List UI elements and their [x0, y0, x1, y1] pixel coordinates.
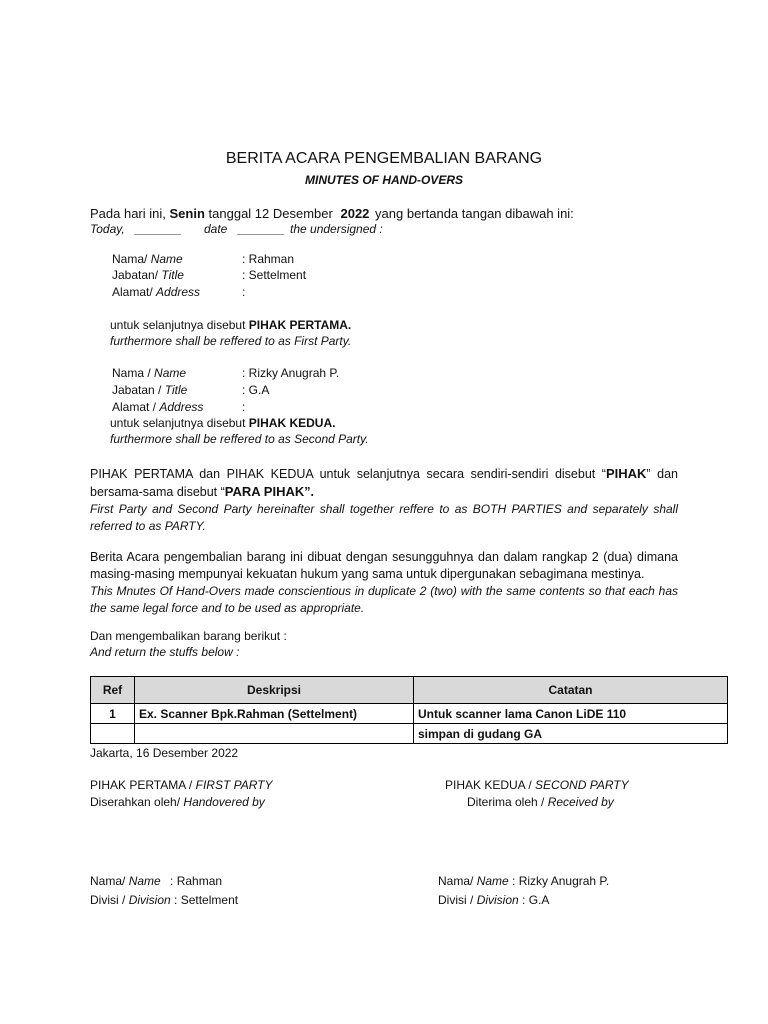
column-header-notes: Catatan [414, 677, 728, 704]
sign-right-heading [445, 778, 629, 792]
party2-title-label [112, 383, 187, 397]
intro-blank-1: _______ [135, 222, 182, 236]
parties-paragraph [90, 465, 678, 535]
table-cell-description: Ex. Scanner Bpk.Rahman (Settelment) [135, 704, 414, 724]
table-cell-notes: Untuk scanner lama Canon LiDE 110 [414, 704, 728, 724]
party2-name-label [112, 366, 186, 380]
intro-day: Senin [169, 206, 205, 221]
party1-address-label-id: Alamat/ [112, 285, 153, 299]
party1-address-label-en: Address [156, 285, 201, 299]
table-row [91, 704, 728, 724]
party1-ref-party: PIHAK PERTAMA. [248, 318, 352, 332]
party2-address-label-id: Alamat / [112, 400, 157, 414]
party1-title-label-en: Title [161, 268, 184, 282]
parties-paragraph-en: First Party and Second Party hereinafter shall together reffere to as BOTH PARTIES and separately shall referred to as PARTY. [90, 502, 678, 533]
sign-left-role [90, 795, 265, 809]
sign-left-name-value: : Rahman [170, 874, 223, 888]
sign-right-role [467, 795, 614, 809]
parties-pihak: PIHAK [605, 466, 647, 481]
party1-address-value: : [242, 285, 246, 299]
table-header-row [91, 677, 728, 704]
party1-title-label [112, 268, 184, 282]
items-table [90, 676, 728, 744]
party1-address-label [112, 285, 200, 299]
sign-left-role-id: Diserahkan oleh/ [90, 795, 181, 809]
column-header-ref: Ref [91, 677, 135, 704]
intro-line [90, 206, 574, 221]
intro-blank-2: _______ [238, 222, 285, 236]
sign-left-division-value: : Settelment [174, 893, 239, 907]
sign-right-heading-en: SECOND PARTY [535, 778, 629, 792]
party2-ref-text: untuk selanjutnya disebut [110, 416, 246, 430]
place-date: Jakarta, 16 Desember 2022 [90, 746, 239, 760]
party2-reference [110, 416, 335, 430]
sign-right-name-label-en: Name [476, 874, 509, 888]
duplicate-paragraph [90, 549, 678, 617]
party1-reference [110, 318, 351, 332]
return-text: Dan mengembalikan barang berikut : [90, 629, 287, 643]
party2-name-value: : Rizky Anugrah P. [242, 366, 340, 380]
intro-line-en [90, 222, 383, 236]
table-cell-ref: 1 [91, 704, 135, 724]
party1-name-value: : Rahman [242, 252, 295, 266]
intro-undersigned: the undersigned : [290, 222, 383, 236]
party1-name-label-id: Nama/ [112, 252, 148, 266]
party2-title-value: : G.A [242, 383, 270, 397]
party1-title-label-id: Jabatan/ [112, 268, 159, 282]
document-title: BERITA ACARA PENGEMBALIAN BARANG [225, 150, 543, 167]
sign-left-name-label: Nama/ [90, 874, 126, 888]
sign-left-name [90, 874, 222, 888]
sign-right-division-label-en: Division [476, 893, 519, 907]
sign-right-heading-id: PIHAK KEDUA / [445, 778, 532, 792]
party2-address-label [112, 400, 203, 414]
parties-para-pihak: PARA PIHAK [224, 484, 305, 499]
sign-left-name-label-en: Name [128, 874, 161, 888]
sign-right-name-label: Nama/ [438, 874, 474, 888]
sign-left-role-en: Handovered by [183, 795, 265, 809]
sign-left-heading [90, 778, 273, 792]
duplicate-paragraph-en: This Mnutes Of Hand-Overs made conscientious in duplicate 2 (two) with the same contents so that each has the same legal force and to be used as appropriate. [90, 584, 678, 615]
duplicate-paragraph-id: Berita Acara pengembalian barang ini dibuat dengan sesungguhnya dan dalam rangkap 2 (dua) dimana masing-masing mempunyai kekuatan hukum yang sama untuk dipergunakan sebagimana mestinya. [90, 550, 678, 581]
sign-left-heading-en: FIRST PARTY [195, 778, 273, 792]
column-header-description: Deskripsi [135, 677, 414, 704]
parties-text-b: ” dan bersama-sama disebut “ [90, 467, 678, 499]
party1-reference-en: furthermore shall be reffered to as First Party. [110, 334, 352, 348]
sign-right-role-id: Diterima oleh / [467, 795, 545, 809]
table-cell-ref [91, 724, 135, 744]
sign-right-division-value: : G.A [522, 893, 550, 907]
sign-right-name-value: : Rizky Anugrah P. [512, 874, 610, 888]
intro-text-b: tanggal 12 Desember [208, 206, 333, 221]
sign-left-division-label: Divisi / [90, 893, 126, 907]
party1-ref-text: untuk selanjutnya disebut [110, 318, 246, 332]
party1-name-label [112, 252, 183, 266]
sign-right-division-label: Divisi / [438, 893, 474, 907]
table-row [91, 724, 728, 744]
party2-name-label-id: Nama / [112, 366, 151, 380]
sign-right-name [438, 874, 609, 888]
party2-reference-en: furthermore shall be reffered to as Second Party. [110, 432, 369, 446]
party1-name-label-en: Name [150, 252, 183, 266]
sign-left-division [90, 893, 238, 907]
return-text-en: And return the stuffs below : [90, 645, 240, 659]
party2-title-label-id: Jabatan / [112, 383, 162, 397]
sign-right-role-en: Received by [547, 795, 614, 809]
sign-right-division [438, 893, 549, 907]
party2-title-label-en: Title [164, 383, 188, 397]
intro-text-c: yang bertanda tangan dibawah ini: [375, 206, 574, 221]
party2-name-label-en: Name [154, 366, 187, 380]
document-subtitle: MINUTES OF HAND-OVERS [304, 173, 463, 187]
table-cell-notes: simpan di gudang GA [414, 724, 728, 744]
table-cell-description [135, 724, 414, 744]
intro-text-a: Pada hari ini, [90, 206, 166, 221]
sign-left-heading-id: PIHAK PERTAMA / [90, 778, 193, 792]
party1-title-value: : Settelment [242, 268, 307, 282]
intro-today: Today, [90, 222, 125, 236]
sign-left-division-label-en: Division [128, 893, 171, 907]
parties-text-c: ”. [304, 485, 314, 499]
party2-address-value: : [242, 400, 246, 414]
party2-ref-party: PIHAK KEDUA. [248, 416, 336, 430]
party2-address-label-en: Address [159, 400, 204, 414]
intro-date-label: date [204, 222, 228, 236]
intro-year: 2022 [340, 206, 370, 221]
parties-text-a: PIHAK PERTAMA dan PIHAK KEDUA untuk selanjutnya secara sendiri-sendiri disebut “ [90, 467, 606, 481]
